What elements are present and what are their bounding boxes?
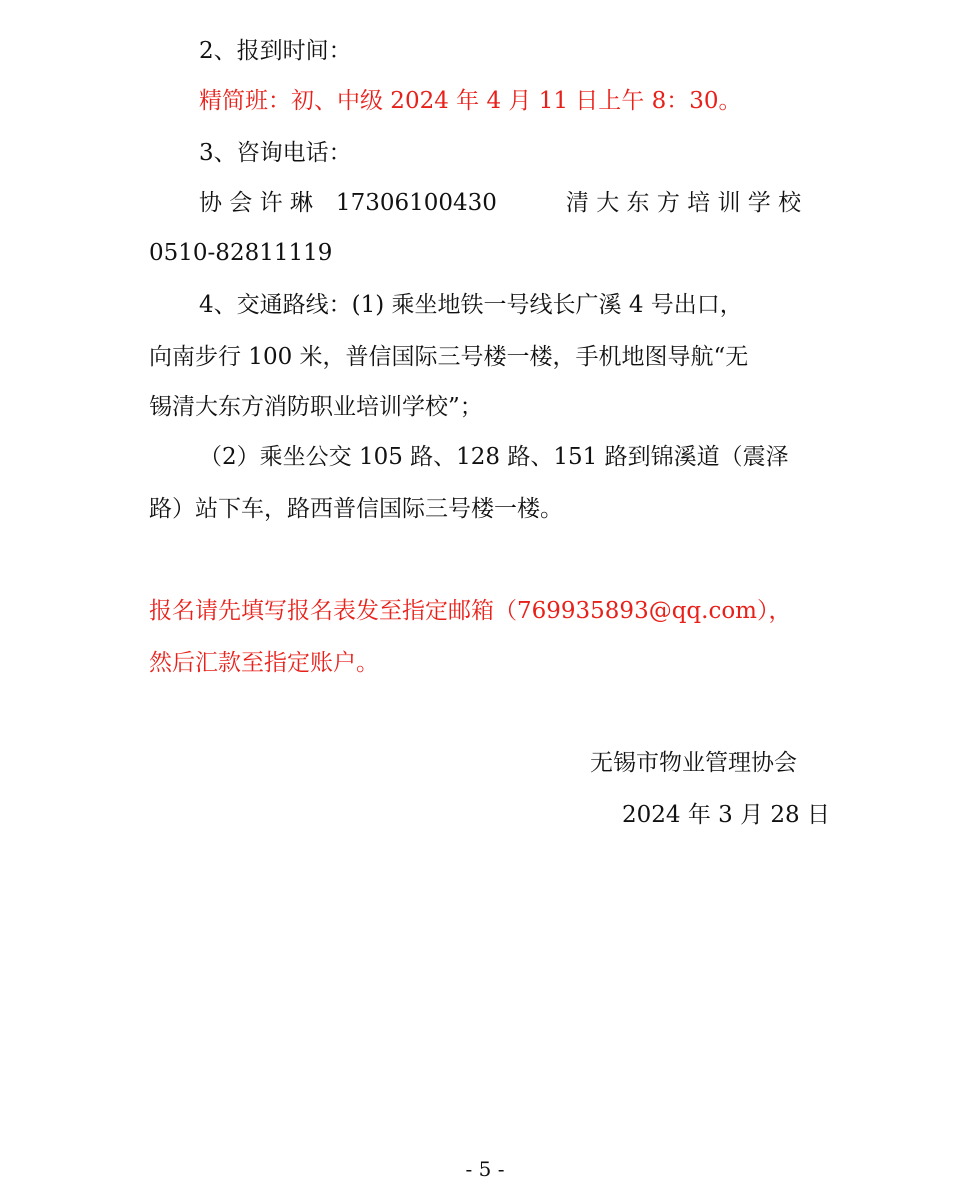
- transport-line-3: 锡清大东方消防职业培训学校”；: [149, 394, 483, 420]
- notice-line-2: 然后汇款至指定账户。: [149, 650, 379, 676]
- registration-time-heading: 2、报到时间：: [199, 38, 352, 64]
- transport-line-2: 向南步行 100 米，普信国际三号楼一楼，手机地图导航“无: [149, 344, 749, 370]
- consultation-contact-line: 协 会 许 琳 17306100430 清 大 东 方 培 训 学 校: [199, 190, 802, 216]
- transport-line-5: 路）站下车，路西普信国际三号楼一楼。: [149, 496, 563, 522]
- page-number: - 5 -: [465, 1157, 505, 1181]
- registration-time-detail: 精简班：初、中级 2024 年 4 月 11 日上午 8：30。: [199, 88, 742, 114]
- signature-organization: 无锡市物业管理协会: [590, 750, 797, 776]
- signature-date: 2024 年 3 月 28 日: [622, 802, 830, 828]
- consultation-heading: 3、咨询电话：: [199, 140, 352, 166]
- transport-line-1: 4、交通路线：(1) 乘坐地铁一号线长广溪 4 号出口，: [199, 292, 743, 318]
- notice-line-1: 报名请先填写报名表发至指定邮箱（769935893@qq.com），: [149, 598, 792, 624]
- transport-line-4: （2）乘坐公交 105 路、128 路、151 路到锦溪道（震泽: [199, 444, 789, 470]
- school-phone: 0510-82811119: [149, 240, 333, 266]
